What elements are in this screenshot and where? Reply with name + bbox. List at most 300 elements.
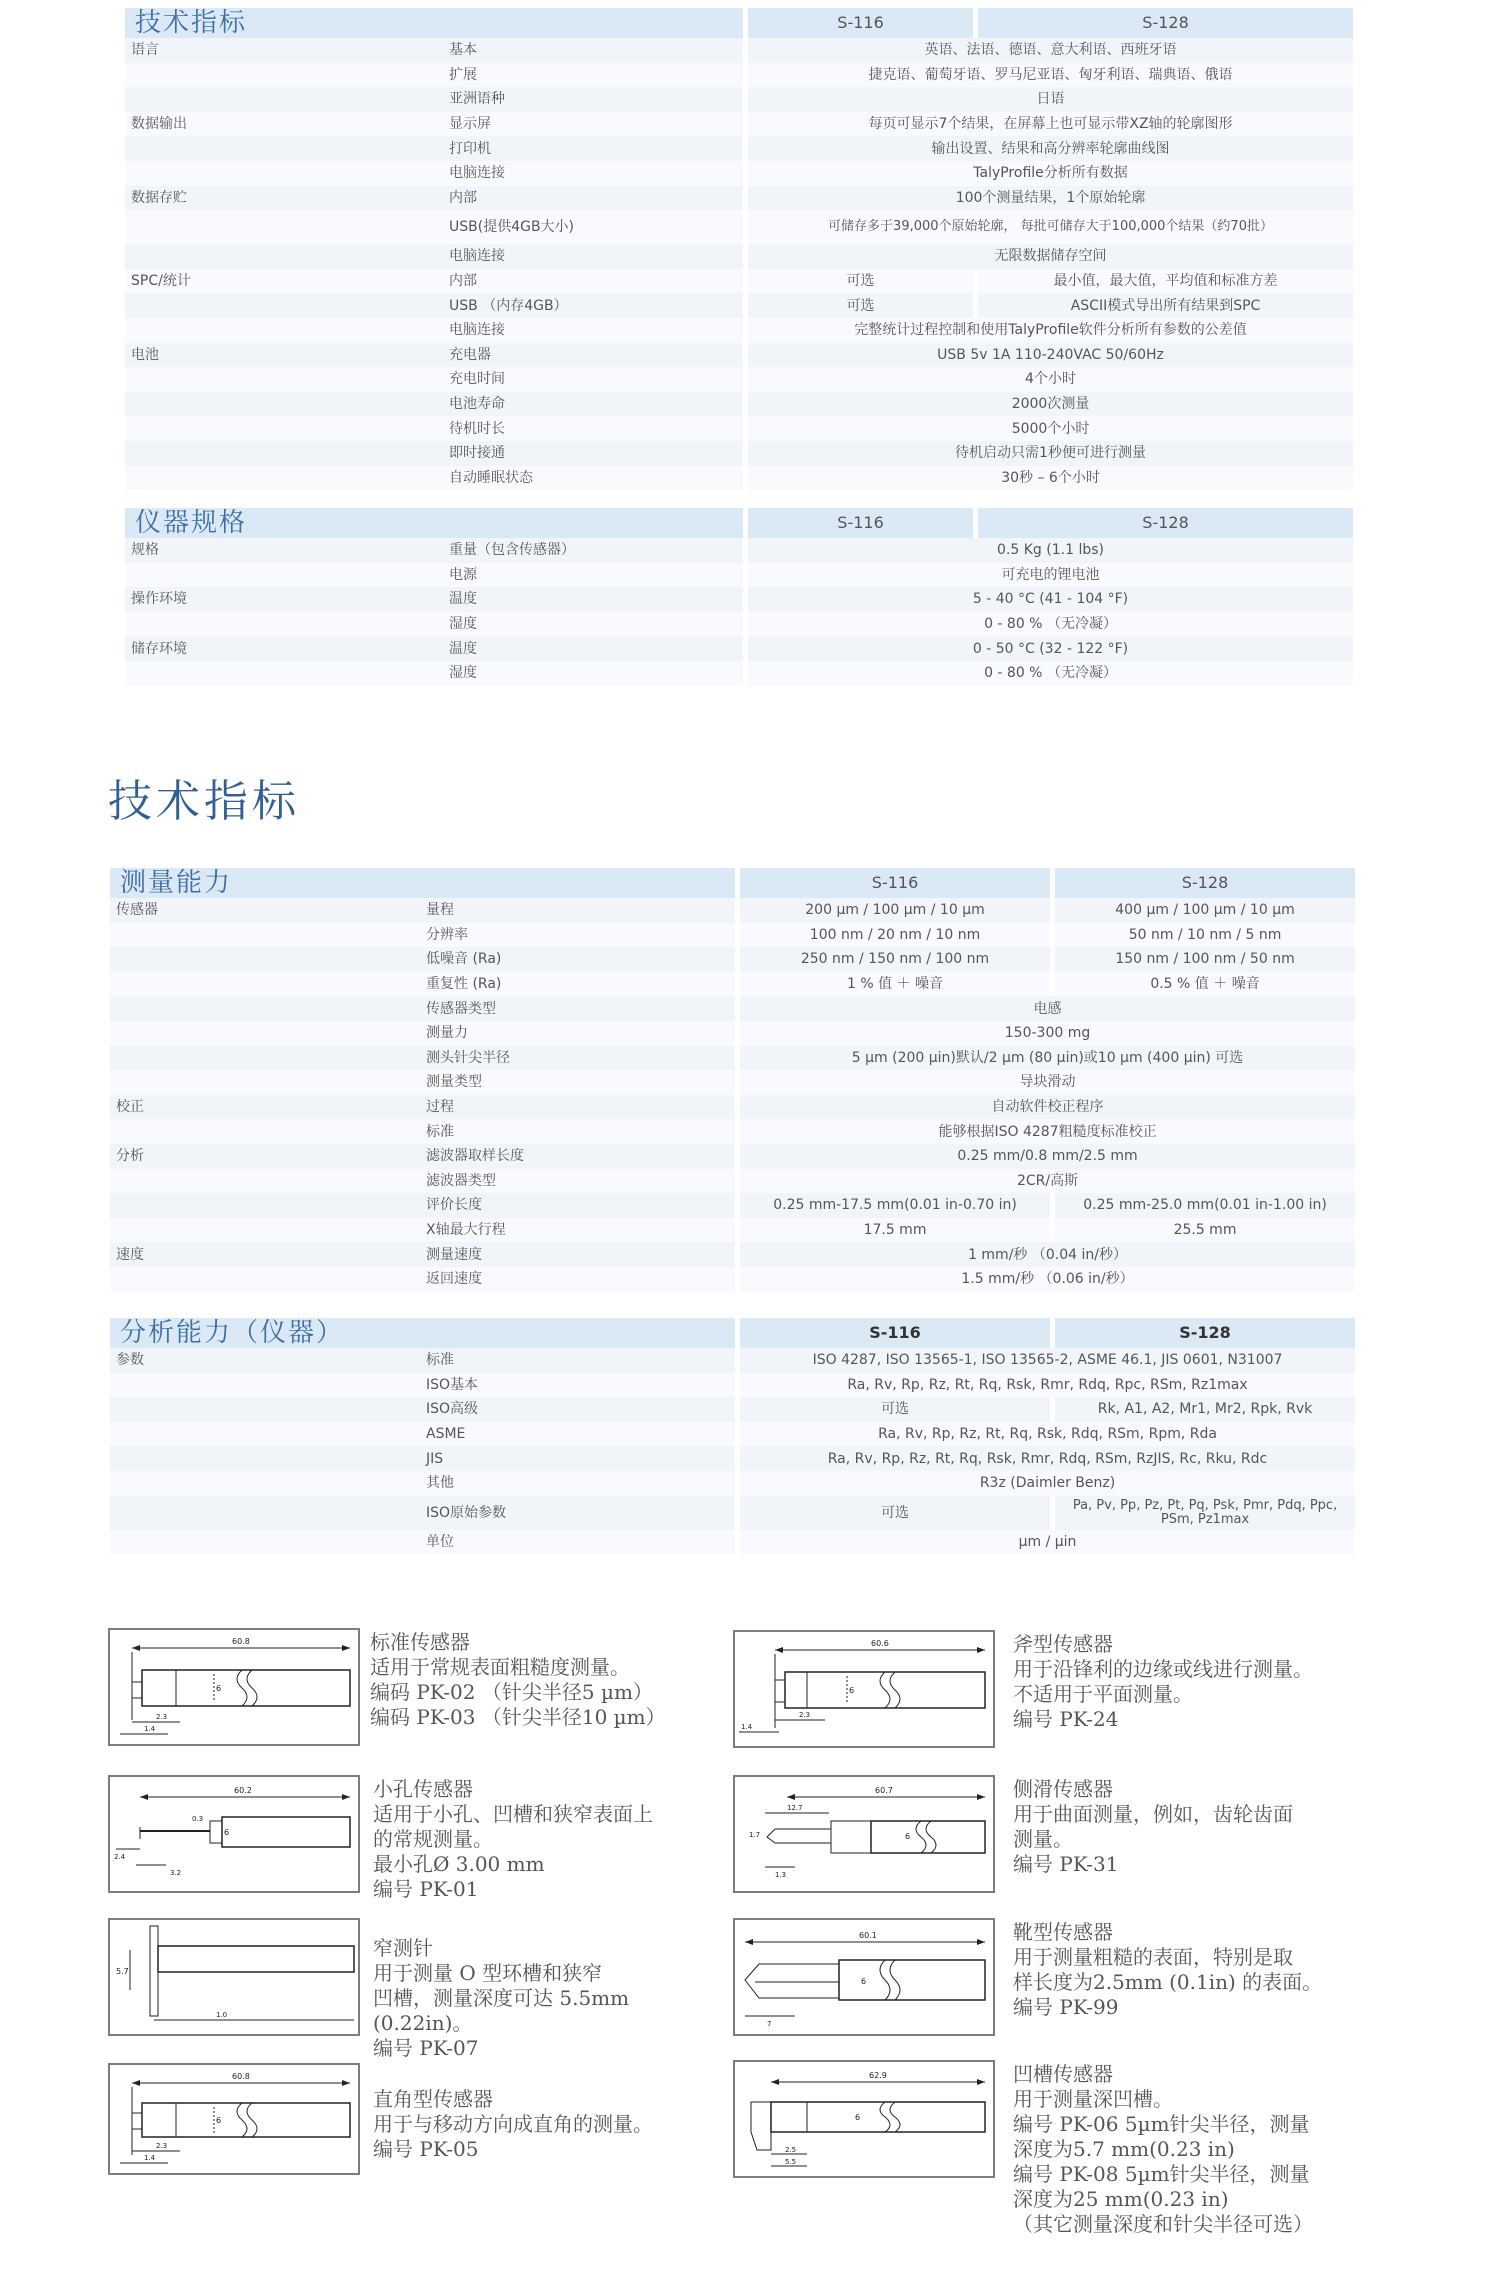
row-group: 分析 — [110, 1144, 420, 1169]
row-item: 扩展 — [443, 63, 743, 88]
dim-bottom-label: 3.2 — [170, 1869, 182, 1877]
row-item: 即时接通 — [443, 441, 743, 466]
sensor-text-line: 用于测量深凹槽。 — [1013, 2087, 1173, 2111]
header-model-b: S-128 — [978, 508, 1353, 538]
dim-side-label: 6 — [905, 1832, 911, 1841]
sensor-text-line: 编码 PK-03 （针尖半径10 µm） — [370, 1705, 666, 1729]
sensor-text-line: 编号 PK-05 — [373, 2137, 479, 2161]
row-group — [125, 661, 443, 686]
header-model-a: S-116 — [748, 508, 973, 538]
sensor-text-line: 样长度为2.5mm (0.1in) 的表面。 — [1013, 1970, 1323, 1994]
dim-bottom2-label: 1.4 — [144, 2154, 156, 2162]
dim-bottom-label: 2.3 — [156, 1713, 168, 1721]
spec-table-measurement — [110, 868, 1355, 1292]
row-value-b: 150 nm / 100 nm / 50 nm — [1055, 947, 1355, 972]
dim-side-label: 6 — [855, 2113, 861, 2122]
row-group — [110, 996, 420, 1021]
table-row — [125, 441, 1353, 466]
sensor-text-line: 用于与移动方向成直角的测量。 — [373, 2112, 653, 2136]
row-value: 5000个小时 — [748, 416, 1353, 441]
sensor-drawing — [733, 2060, 995, 2178]
table-row — [110, 947, 1355, 972]
row-item: 电池寿命 — [443, 392, 743, 417]
row-group: 数据存贮 — [125, 186, 443, 211]
row-value: 输出设置、结果和高分辨率轮廓曲线图 — [748, 136, 1353, 161]
row-value: 每页可显示7个结果，在屏幕上也可显示带XZ轴的轮廓图形 — [748, 112, 1353, 137]
row-value: 1 mm/秒 （0.04 in/秒） — [740, 1242, 1355, 1267]
table-row — [110, 1193, 1355, 1218]
sensor-axe — [733, 1630, 1393, 1760]
sensor-text-line: 编号 PK-31 — [1013, 1852, 1119, 1876]
table-header — [110, 868, 1355, 898]
table-row — [110, 1422, 1355, 1447]
dim-extra-label: 12.7 — [787, 1804, 803, 1812]
row-group: 参数 — [110, 1348, 420, 1373]
header-model-b: S-128 — [1055, 1318, 1355, 1348]
table-row — [125, 587, 1353, 612]
row-group — [110, 1530, 420, 1555]
row-value-a: 可选 — [748, 293, 973, 318]
row-value: 导块滑动 — [740, 1070, 1355, 1095]
row-group — [110, 1471, 420, 1496]
row-item: ISO高级 — [420, 1397, 735, 1422]
dim-top-label: 62.9 — [869, 2071, 887, 2080]
table-row — [110, 1218, 1355, 1243]
sensor-description — [373, 1936, 629, 2061]
table-row — [125, 367, 1353, 392]
row-value: 日语 — [748, 87, 1353, 112]
dim-top-label: 60.8 — [232, 1637, 250, 1646]
dim-bottom-label: 2.5 — [785, 2146, 797, 2154]
sensor-text-line: 编号 PK-01 — [373, 1877, 479, 1901]
table-title: 分析能力（仪器） — [110, 1318, 735, 1348]
table-row — [125, 63, 1353, 88]
row-group — [125, 563, 443, 588]
table-title: 仪器规格 — [125, 508, 743, 538]
row-group — [125, 244, 443, 269]
sensor-drawing — [108, 1775, 360, 1893]
sensor-description — [1013, 1920, 1322, 2020]
sensor-text-line: 编码 PK-02 （针尖半径5 µm） — [370, 1680, 653, 1704]
row-value: 0 - 80 % （无冷凝） — [748, 661, 1353, 686]
sensor-text-line: 深度为25 mm(0.23 in) — [1013, 2187, 1229, 2211]
row-item: 湿度 — [443, 612, 743, 637]
row-value: 可充电的锂电池 — [748, 563, 1353, 588]
dim-bottom-label: 7 — [767, 2020, 772, 2028]
table-row — [110, 1119, 1355, 1144]
row-item: 电源 — [443, 563, 743, 588]
row-item: 基本 — [443, 38, 743, 63]
sensor-name: 侧滑传感器 — [1013, 1777, 1113, 1801]
row-item: 湿度 — [443, 661, 743, 686]
row-value: 无限数据储存空间 — [748, 244, 1353, 269]
row-item: 内部 — [443, 269, 743, 294]
dim-bottom2-label: 1.4 — [144, 1725, 156, 1733]
row-value: 5 - 40 °C (41 - 104 °F) — [748, 587, 1353, 612]
row-group: 储存环境 — [125, 636, 443, 661]
sensor-text-line: 凹槽，测量深度可达 5.5mm — [373, 1986, 630, 2010]
row-group — [110, 1267, 420, 1292]
sensor-text-line: 编号 PK-08 5µm针尖半径，测量 — [1013, 2162, 1310, 2186]
row-value: 0.25 mm/0.8 mm/2.5 mm — [740, 1144, 1355, 1169]
row-group — [125, 293, 443, 318]
row-group: 语言 — [125, 38, 443, 63]
sensor-name: 小孔传感器 — [373, 1777, 473, 1801]
sensor-boot — [733, 1918, 1393, 2048]
row-item: 标准 — [420, 1348, 735, 1373]
row-value-a: 可选 — [740, 1496, 1050, 1530]
row-item: 重量（包含传感器） — [443, 538, 743, 563]
row-value-b: 25.5 mm — [1055, 1218, 1355, 1243]
row-item: 打印机 — [443, 136, 743, 161]
table-row — [110, 1169, 1355, 1194]
row-value-b: 0.5 % 值 ＋ 噪音 — [1055, 972, 1355, 997]
dim-side-label: 6 — [216, 1684, 222, 1693]
sensor-description — [370, 1630, 666, 1730]
row-value: 自动软件校正程序 — [740, 1095, 1355, 1120]
table-row — [110, 972, 1355, 997]
row-value-a: 可选 — [748, 269, 973, 294]
sensor-drawing — [108, 2063, 360, 2175]
row-value-a: 100 nm / 20 nm / 10 nm — [740, 923, 1050, 948]
sensor-text-line: 编号 PK-24 — [1013, 1707, 1119, 1731]
row-value: 5 µm (200 µin)默认/2 µm (80 µin)或10 µm (400 µin) 可选 — [740, 1046, 1355, 1071]
row-group — [125, 87, 443, 112]
row-value-a: 17.5 mm — [740, 1218, 1050, 1243]
sensor-name: 凹槽传感器 — [1013, 2062, 1113, 2086]
row-item: 待机时长 — [443, 416, 743, 441]
table-row — [125, 269, 1353, 294]
table-row — [125, 186, 1353, 211]
dim-bottom-label: 2.3 — [799, 1711, 811, 1719]
row-value: Ra, Rv, Rp, Rz, Rt, Rq, Rsk, Rmr, Rdq, Rpc, RSm, Rz1max — [740, 1373, 1355, 1398]
row-value-b: Pa, Pv, Pp, Pz, Pt, Pq, Psk, Pmr, Pdq, Ppc, PSm, Pz1max — [1055, 1496, 1355, 1530]
dim-bottom-label: 1.0 — [216, 2011, 228, 2019]
sensor-standard — [108, 1628, 708, 1758]
dim-side-label: 6 — [224, 1828, 230, 1837]
dim-bottom2-label: 1.7 — [749, 1831, 761, 1839]
row-value: 完整统计过程控制和使用TalyProfile软件分析所有参数的公差值 — [748, 318, 1353, 343]
row-value-b: 400 µm / 100 µm / 10 µm — [1055, 898, 1355, 923]
table-row — [110, 1446, 1355, 1471]
row-item: X轴最大行程 — [420, 1218, 735, 1243]
table-header — [125, 508, 1353, 538]
dim-bottom2-label: 2.4 — [114, 1853, 126, 1861]
row-item: 过程 — [420, 1095, 735, 1120]
table-row — [125, 416, 1353, 441]
sensor-name: 标准传感器 — [370, 1630, 470, 1654]
sensor-text-line: 测量。 — [1013, 1827, 1073, 1851]
table-row — [125, 636, 1353, 661]
sensor-description — [1013, 1777, 1293, 1877]
row-group: 操作环境 — [125, 587, 443, 612]
spec-table-body — [110, 1318, 1355, 1554]
row-item: 充电器 — [443, 343, 743, 368]
spec-table-body — [110, 868, 1355, 1292]
row-group: 数据输出 — [125, 112, 443, 137]
header-model-a: S-116 — [748, 8, 973, 38]
row-group — [125, 161, 443, 186]
row-item: 分辨率 — [420, 923, 735, 948]
section-title: 技术指标 — [108, 776, 300, 827]
row-group: 电池 — [125, 343, 443, 368]
dim-bottom2-label: 5.5 — [785, 2158, 797, 2166]
row-value: 英语、法语、德语、意大利语、西班牙语 — [748, 38, 1353, 63]
dim-top-label: 60.7 — [875, 1786, 893, 1795]
row-item: 充电时间 — [443, 367, 743, 392]
row-value: µm / µin — [740, 1530, 1355, 1555]
table-row — [110, 1373, 1355, 1398]
sensor-name: 窄测针 — [373, 1936, 433, 1960]
row-value: 待机启动只需1秒便可进行测量 — [748, 441, 1353, 466]
row-item: 低噪音 (Ra) — [420, 947, 735, 972]
row-item: 测量速度 — [420, 1242, 735, 1267]
row-item: 亚洲语种 — [443, 87, 743, 112]
sensor-text-line: 编号 PK-07 — [373, 2036, 479, 2060]
row-item: 传感器类型 — [420, 996, 735, 1021]
sensor-drawing — [733, 1630, 995, 1748]
table-row — [125, 563, 1353, 588]
row-item: 重复性 (Ra) — [420, 972, 735, 997]
spec-table-general — [125, 8, 1353, 490]
row-item: ISO原始参数 — [420, 1496, 735, 1530]
row-group — [110, 1193, 420, 1218]
row-group — [110, 1046, 420, 1071]
row-group — [125, 441, 443, 466]
dim-top-label: 60.6 — [871, 1639, 889, 1648]
row-item: ASME — [420, 1422, 735, 1447]
row-item: USB （内存4GB） — [443, 293, 743, 318]
sensor-text-line: 编号 PK-06 5µm针尖半径，测量 — [1013, 2112, 1310, 2136]
sensor-text-line: 不适用于平面测量。 — [1013, 1682, 1193, 1706]
sensor-drawing — [108, 1918, 360, 2036]
header-model-a: S-116 — [740, 868, 1050, 898]
row-value: 0 - 50 °C (32 - 122 °F) — [748, 636, 1353, 661]
row-group — [125, 136, 443, 161]
row-value-a: 可选 — [740, 1397, 1050, 1422]
row-item: 电脑连接 — [443, 244, 743, 269]
row-value: 100个测量结果，1个原始轮廓 — [748, 186, 1353, 211]
row-group — [110, 972, 420, 997]
table-row — [125, 293, 1353, 318]
header-model-a: S-116 — [740, 1318, 1050, 1348]
dim-side-label: 5.7 — [116, 1967, 129, 1976]
row-group: 校正 — [110, 1095, 420, 1120]
sensor-small-bore — [108, 1775, 761, 1910]
table-row — [110, 1496, 1355, 1530]
row-value: 4个小时 — [748, 367, 1353, 392]
row-value: Ra, Rv, Rp, Rz, Rt, Rq, Rsk, Rdq, RSm, Rpm, Rda — [740, 1422, 1355, 1447]
dim-bottom2-label: 1.4 — [741, 1723, 753, 1731]
row-value: 电感 — [740, 996, 1355, 1021]
spec-table-analysis — [110, 1318, 1355, 1554]
row-value-b: 最小值，最大值，平均值和标准方差 — [978, 269, 1353, 294]
spec-table-instrument — [125, 508, 1353, 686]
row-item: 单位 — [420, 1530, 735, 1555]
table-row — [125, 210, 1353, 244]
row-value: USB 5v 1A 110-240VAC 50/60Hz — [748, 343, 1353, 368]
row-group — [110, 1422, 420, 1447]
table-row — [125, 466, 1353, 491]
row-group — [110, 947, 420, 972]
row-value: 0 - 80 % （无冷凝） — [748, 612, 1353, 637]
row-value-b: 0.25 mm-25.0 mm(0.01 in-1.00 in) — [1055, 1193, 1355, 1218]
spec-table-body — [125, 508, 1353, 686]
row-group — [110, 1070, 420, 1095]
dim-top-label: 60.8 — [232, 2072, 250, 2081]
sensor-text-line: 适用于常规表面粗糙度测量。 — [370, 1655, 630, 1679]
row-value: ISO 4287, ISO 13565-1, ISO 13565-2, ASME 46.1, JIS 0601, N31007 — [740, 1348, 1355, 1373]
table-title: 测量能力 — [110, 868, 735, 898]
row-item: 温度 — [443, 587, 743, 612]
row-item: JIS — [420, 1446, 735, 1471]
row-item: 测量力 — [420, 1021, 735, 1046]
row-value-b: Rk, A1, A2, Mr1, Mr2, Rpk, Rvk — [1055, 1397, 1355, 1422]
table-row — [110, 996, 1355, 1021]
row-item: 滤波器取样长度 — [420, 1144, 735, 1169]
row-group — [110, 1119, 420, 1144]
table-row — [125, 136, 1353, 161]
table-row — [125, 538, 1353, 563]
table-row — [110, 898, 1355, 923]
sensor-text-line: 用于测量 O 型环槽和狭窄 — [373, 1961, 603, 1985]
row-group — [125, 466, 443, 491]
sensor-text-line: 用于沿锋利的边缘或线进行测量。 — [1013, 1657, 1313, 1681]
row-value: 150-300 mg — [740, 1021, 1355, 1046]
table-row — [125, 244, 1353, 269]
row-value-b: ASCII模式导出所有结果到SPC — [978, 293, 1353, 318]
sensor-text-line: 编号 PK-99 — [1013, 1995, 1119, 2019]
table-row — [110, 1070, 1355, 1095]
row-group: SPC/统计 — [125, 269, 443, 294]
header-model-b: S-128 — [1055, 868, 1355, 898]
table-row — [110, 1021, 1355, 1046]
row-item: USB(提供4GB大小) — [443, 210, 743, 244]
table-row — [110, 923, 1355, 948]
table-row — [125, 318, 1353, 343]
row-item: 自动睡眠状态 — [443, 466, 743, 491]
sensor-side-skid — [733, 1775, 1393, 1905]
row-group — [110, 1446, 420, 1471]
table-row — [125, 661, 1353, 686]
dim-side-label: 6 — [861, 1977, 867, 1986]
dim-top-label: 60.1 — [859, 1931, 877, 1940]
table-row — [110, 1267, 1355, 1292]
row-value-a: 1 % 值 ＋ 噪音 — [740, 972, 1050, 997]
row-value-b: 50 nm / 10 nm / 5 nm — [1055, 923, 1355, 948]
header-model-b: S-128 — [978, 8, 1353, 38]
sensor-text-line: 的常规测量。 — [373, 1827, 493, 1851]
dim-extra-label: 0.3 — [192, 1815, 204, 1823]
dim-bottom-label: 1.3 — [775, 1871, 787, 1879]
sensor-drawing — [108, 1628, 360, 1746]
sensor-name: 直角型传感器 — [373, 2087, 493, 2111]
dim-top-label: 60.2 — [234, 1786, 252, 1795]
sensor-narrow-stylus — [108, 1918, 728, 2073]
row-value: 0.5 Kg (1.1 lbs) — [748, 538, 1353, 563]
row-value: 1.5 mm/秒 （0.06 in/秒） — [740, 1267, 1355, 1292]
sensor-drawing — [733, 1775, 995, 1893]
dim-side-label: 6 — [849, 1686, 855, 1695]
row-group — [110, 923, 420, 948]
row-item: 评价长度 — [420, 1193, 735, 1218]
row-group — [125, 367, 443, 392]
sensor-text-line: 适用于小孔、凹槽和狭窄表面上 — [373, 1802, 653, 1826]
sensor-name: 斧型传感器 — [1013, 1632, 1113, 1656]
row-item: 内部 — [443, 186, 743, 211]
sensor-description — [1013, 1632, 1313, 1732]
sensor-text-line: （其它测量深度和针尖半径可选） — [1013, 2212, 1313, 2236]
row-value: 能够根据ISO 4287粗糙度标准校正 — [740, 1119, 1355, 1144]
row-group — [110, 1169, 420, 1194]
row-item: 返回速度 — [420, 1267, 735, 1292]
row-value-a: 250 nm / 150 nm / 100 nm — [740, 947, 1050, 972]
row-item: 显示屏 — [443, 112, 743, 137]
row-item: 测量类型 — [420, 1070, 735, 1095]
sensor-description — [1013, 2062, 1313, 2237]
table-row — [125, 392, 1353, 417]
row-value: 捷克语、葡萄牙语、罗马尼亚语、匈牙利语、瑞典语、俄语 — [748, 63, 1353, 88]
row-item: 电脑连接 — [443, 161, 743, 186]
row-item: 滤波器类型 — [420, 1169, 735, 1194]
row-group — [125, 392, 443, 417]
table-row — [110, 1471, 1355, 1496]
row-item: 量程 — [420, 898, 735, 923]
row-item: 测头针尖半径 — [420, 1046, 735, 1071]
sensor-groove — [733, 2060, 1393, 2260]
row-item: 标准 — [420, 1119, 735, 1144]
sensor-drawing — [733, 1918, 995, 2036]
row-group: 传感器 — [110, 898, 420, 923]
row-value: 2CR/高斯 — [740, 1169, 1355, 1194]
row-item: 其他 — [420, 1471, 735, 1496]
row-group — [125, 612, 443, 637]
row-group — [125, 63, 443, 88]
row-group: 规格 — [125, 538, 443, 563]
table-row — [110, 1530, 1355, 1555]
row-item: 电脑连接 — [443, 318, 743, 343]
table-row — [110, 1095, 1355, 1120]
table-header — [110, 1318, 1355, 1348]
row-value: 2000次测量 — [748, 392, 1353, 417]
sensor-description — [373, 2087, 653, 2162]
row-group — [110, 1021, 420, 1046]
table-row — [125, 38, 1353, 63]
sensor-text-line: 深度为5.7 mm(0.23 in) — [1013, 2137, 1235, 2161]
sensor-text-line: 用于曲面测量，例如，齿轮齿面 — [1013, 1802, 1293, 1826]
row-value-a: 0.25 mm-17.5 mm(0.01 in-0.70 in) — [740, 1193, 1050, 1218]
row-value: 30秒 – 6个小时 — [748, 466, 1353, 491]
table-header — [125, 8, 1353, 38]
row-group — [125, 416, 443, 441]
row-group — [110, 1496, 420, 1530]
table-row — [125, 87, 1353, 112]
sensor-text-line: 用于测量粗糙的表面，特别是取 — [1013, 1945, 1293, 1969]
row-group — [125, 210, 443, 244]
sensor-description — [373, 1777, 653, 1902]
sensor-text-line: (0.22in)。 — [373, 2011, 473, 2035]
row-value: Ra, Rv, Rp, Rz, Rt, Rq, Rsk, Rmr, Rdq, RSm, RzJIS, Rc, Rku, Rdc — [740, 1446, 1355, 1471]
dim-side-label: 6 — [216, 2116, 222, 2125]
row-value: TalyProfile分析所有数据 — [748, 161, 1353, 186]
row-group — [125, 318, 443, 343]
row-group: 速度 — [110, 1242, 420, 1267]
sensor-right-angle — [108, 2063, 728, 2188]
spec-table-body — [125, 8, 1353, 490]
row-item: 温度 — [443, 636, 743, 661]
table-row — [110, 1144, 1355, 1169]
row-item: ISO基本 — [420, 1373, 735, 1398]
